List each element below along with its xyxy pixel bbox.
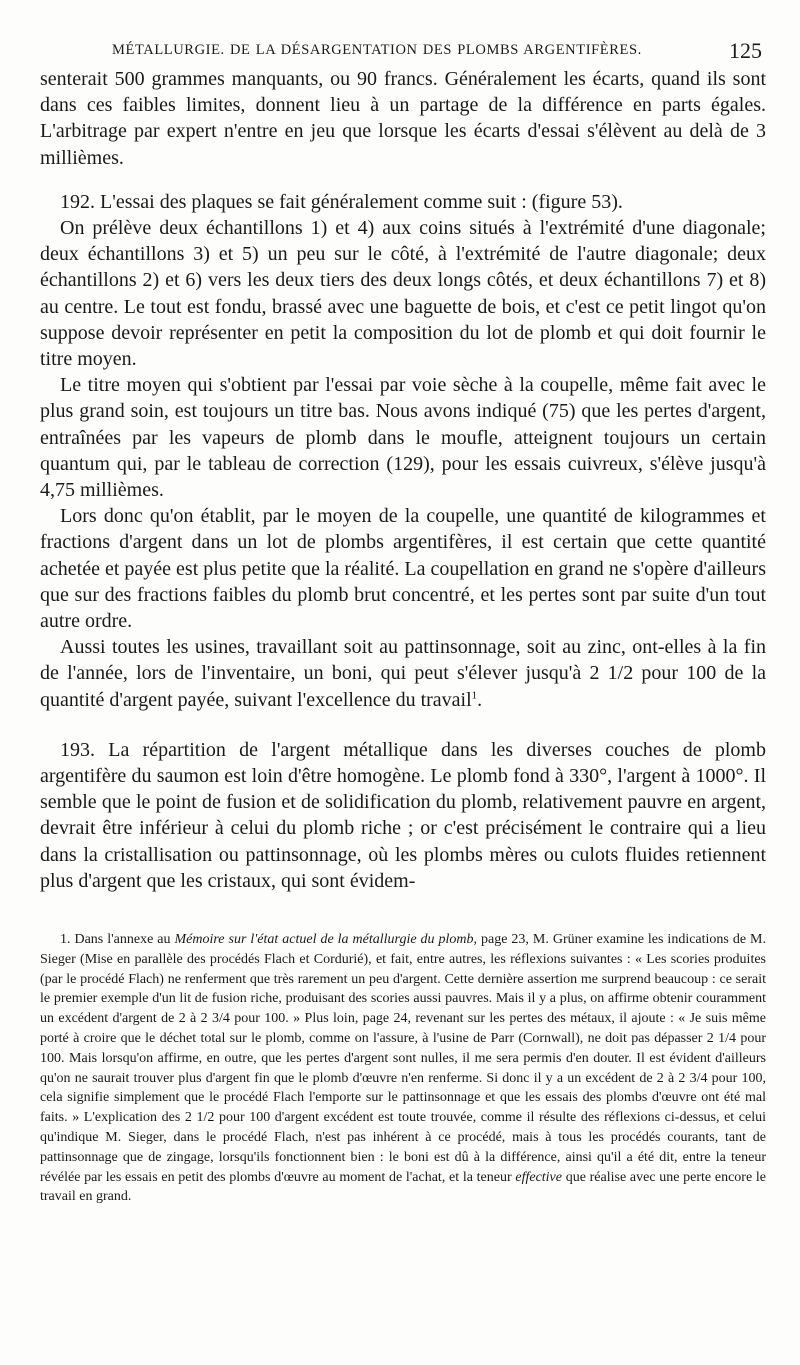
section-193: 193. La répartition de l'argent métallique dans les diverses couches de plomb argentifère du saumon est loin d'être homogène. Le plomb fond à 330°, l'argent à 1000°. Il semble que le point de fusion et de solidification du plomb, relativement pauvre en argent, devrait être inférieur à celui du plomb riche ; or c'est précisément le contraire qui a lieu dans la cristallisation ou pattinsonnage, où les plombs mères ou culots fluides retiennent plus d'argent que les cristaux, qui sont évidem- <box>40 738 766 892</box>
footnote-1-part-e: que réalise avec une perte encore le travail en grand. <box>40 1169 766 1205</box>
footnote-1 <box>40 930 766 1207</box>
footnote-1-emphasis: effective <box>515 1169 562 1185</box>
paragraph-boni <box>40 634 766 713</box>
paragraph-sampling: On prélève deux échantillons 1) et 4) aux coins situés à l'extrémité d'une diagonale; deux échantillons 3) et 5) un peu sur le côté, à l'extrémité de l'autre diagonale; deux échantillons 2) et 6) vers les deux tiers des deux longs côtés, et deux échantillons 7) et 8) au centre. Le tout est fondu, brassé avec une baguette de bois, et c'est ce petit lingot qu'on suppose devoir représenter en petit la composition du lot de plomb et qui doit fournir le titre moyen. <box>40 217 766 371</box>
main-text <box>40 66 766 894</box>
running-title: MÉTALLURGIE. DE LA DÉSARGENTATION DES PLOMBS ARGENTIFÈRES. <box>112 42 642 58</box>
paragraph-boni-end: . <box>477 688 483 711</box>
footnote-1-part-c: , page 23, M. Grüner examine les indications de M. Sieger (Mise en parallèle des procédés Flach et Cordurié), et fait, entre autres, les réflexions suivantes : « Les scories produites (par le procédé Flach) ne renferment que très rarement un peu d'argent. Cette dernière assertion me surprend beaucoup : ce serait le premier exemple d'un lit de fusion riche, produisant des scories aussi pauvres. Mais il y a plus, on affirme obtenir couramment un excédent d'argent de 2 à 2 3/4 pour 100. » Plus loin, page 24, revenant sur les pertes des métaux, il ajoute : « Je suis même porté à croire que le déchet total sur le plomb, comme on l'assure, à l'usine de Parr (Cornwall), ne doit pas dépasser 2 1/4 pour 100. Mais lorsqu'on affirme, en outre, que les pertes d'argent sont nulles, il me sera permis d'en douter. Il est évident d'ailleurs qu'on ne saurait trouver plus d'argent fin que le plomb d'œuvre n'en renferme. Si donc il y a un excédent de 2 à 2 3/4 pour 100, cela signifie simplement que le procédé Flach l'emporte sur le pattinsonnage et que les essais des plombs d'œuvre ont été mal faits. » L'explication des 2 1/2 pour 100 d'argent excédent est toute trouvée, comme il résulte des réflexions ci-dessus, et celui qu'indique M. Sieger, dans le procédé Flach, n'est pas inhérent à ce procédé, mais à tous les procédés courants, tant de pattinsonnage que de zingage, lorsqu'ils fonctionnent bien : le boni est dû à la différence, ainsi qu'il a été dit, entre la teneur révélée par les essais en petit des plombs d'œuvre au moment de l'achat, et la teneur <box>40 932 767 1185</box>
section-192-heading: 192. L'essai des plaques se fait généralement comme suit : (figure 53). <box>60 190 623 213</box>
paragraph-mean-grade: Le titre moyen qui s'obtient par l'essai par voie sèche à la coupelle, même fait avec le plus grand soin, est toujours un titre bas. Nous avons indiqué (75) que les pertes d'argent, entraînées par les vapeurs de plomb dans le moufle, atteignent toujours un certain quantum qui, par le tableau de correction (129), pour les essais cuivreux, s'élève jusqu'à 4,75 millièmes. <box>40 374 766 502</box>
running-head <box>70 38 766 66</box>
footnotes <box>40 930 766 1207</box>
page-number: 125 <box>729 38 762 63</box>
footnote-1-title: Mémoire sur l'état actuel de la métallurgie du plomb <box>174 932 474 947</box>
paragraph-cupellation: Lors donc qu'on établit, par le moyen de la coupelle, une quantité de kilogrammes et fractions d'argent dans un lot de plombs argentifères, il est certain que cette quantité achetée et payée est plus petite que la réalité. La coupellation en grand ne s'opère d'ailleurs que sur des fractions faibles du plomb brut concentré, et les pertes sont par suite d'un tout autre ordre. <box>40 505 766 633</box>
footnote-marker: 1 <box>471 689 478 702</box>
footnote-1-part-a: 1. Dans l'annexe au <box>60 932 175 947</box>
paragraph-continuation: senterait 500 grammes manquants, ou 90 francs. Généralement les écarts, quand ils sont dans ces faibles limites, donnent lieu à un partage de la différence en parts égales. L'arbitrage par expert n'entre en jeu que lorsque les écarts d'essai s'élèvent au delà de 3 millièmes. <box>40 68 766 169</box>
paragraph-boni-text: Aussi toutes les usines, travaillant soit au pattinsonnage, soit au zinc, ont-elles à la fin de l'année, lors de l'inventaire, un boni, qui peut s'élever jusqu'à 2 1/2 pour 100 de la quantité d'argent payée, suivant l'excellence du travail <box>40 636 766 711</box>
